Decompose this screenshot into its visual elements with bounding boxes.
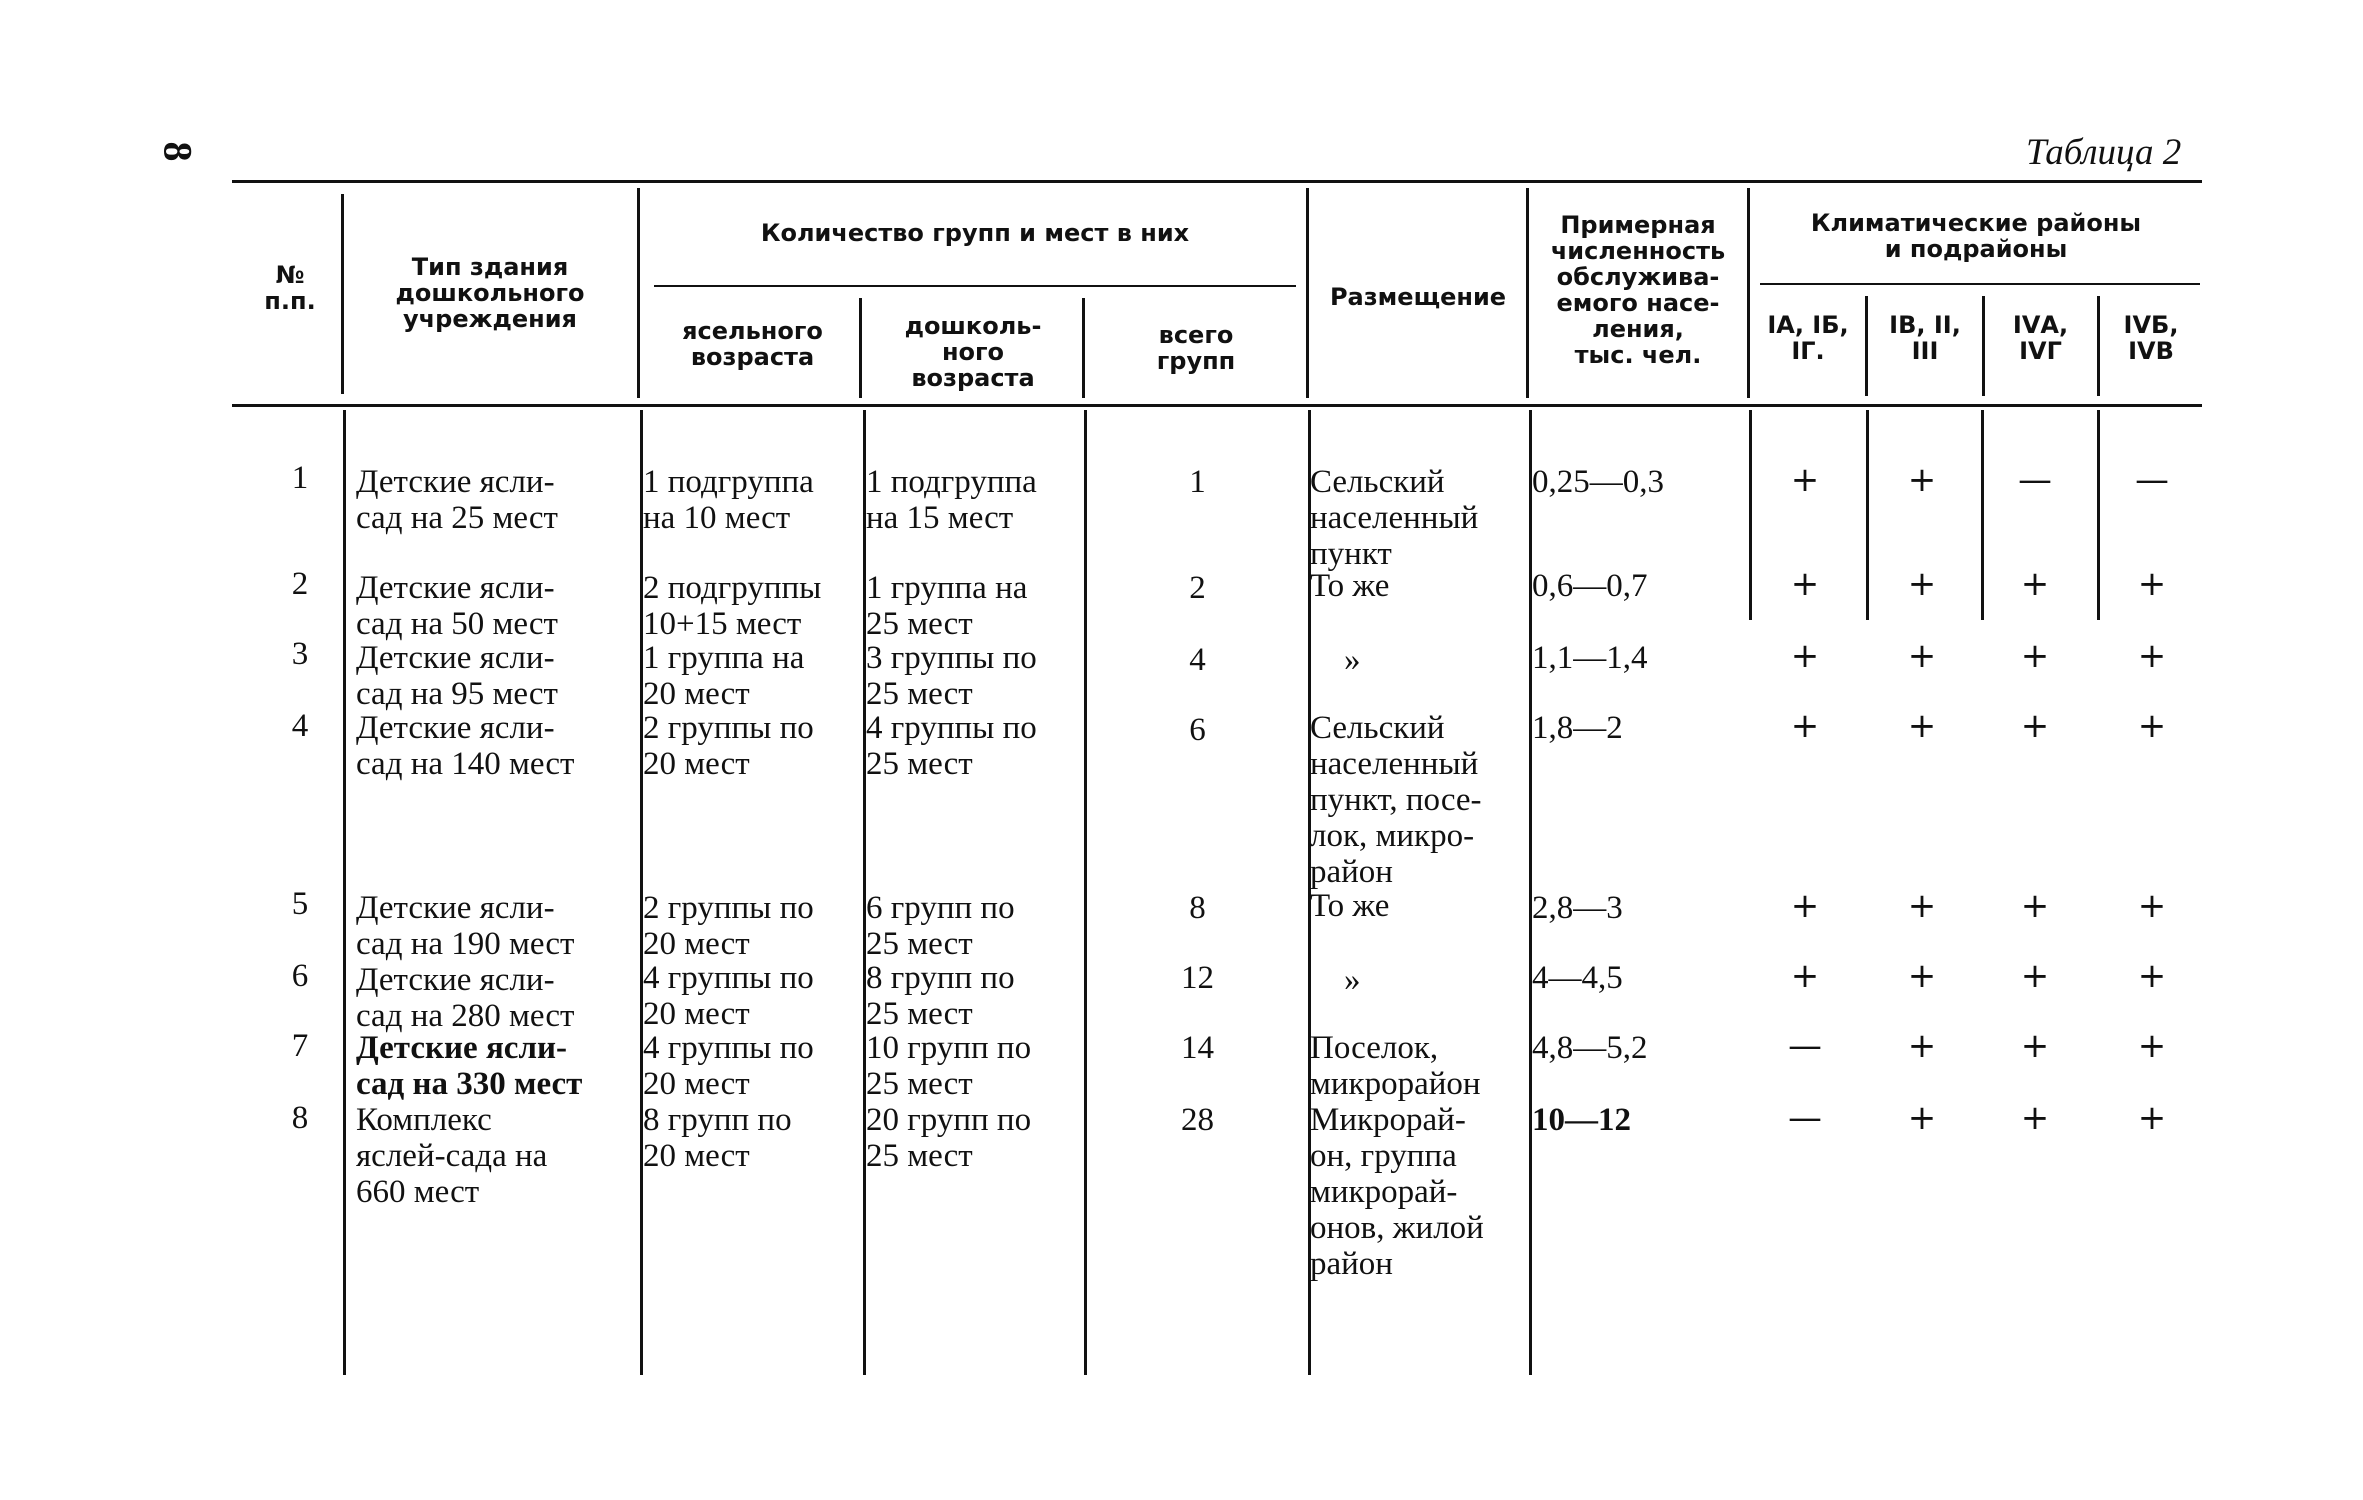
row-1-nursery-groups: 1 подгруппа на 10 мест <box>643 464 814 536</box>
header-placement: Размещение <box>1329 283 1507 311</box>
row-2-placement: То же <box>1310 568 1390 604</box>
row-6-number: 6 <box>291 958 309 994</box>
table-caption: Таблица 2 <box>2026 132 2182 173</box>
row-6-total-groups: 12 <box>1181 960 1214 996</box>
col-rule-1 <box>341 194 344 394</box>
row-1-number: 1 <box>291 460 309 496</box>
row-4-nursery-groups: 2 группы по 20 мест <box>643 710 814 782</box>
row-5-building-type: Детские ясли- сад на 190 мест <box>356 890 575 962</box>
header-zone-2: IВ, II, III <box>1889 311 1961 365</box>
row-8-total-groups: 28 <box>1181 1102 1214 1138</box>
row-7-number: 7 <box>291 1028 309 1064</box>
row-7-placement: Поселок, микрорайон <box>1310 1030 1481 1102</box>
row-7-zone-1: — <box>1788 1026 1822 1066</box>
row-6-building-type: Детские ясли- сад на 280 мест <box>356 962 575 1034</box>
row-5-zone-4: + <box>2137 886 2167 926</box>
row-2-total-groups: 2 <box>1189 570 1206 606</box>
row-3-placement: » <box>1344 642 1361 678</box>
row-8-zone-1: — <box>1788 1098 1822 1138</box>
row-3-building-type: Детские ясли- сад на 95 мест <box>356 640 558 712</box>
col-rule-2 <box>637 188 640 398</box>
row-3-zone-2: + <box>1907 636 1937 676</box>
row-4-building-type: Детские ясли- сад на 140 мест <box>356 710 575 782</box>
row-2-zone-4: + <box>2137 564 2167 604</box>
row-5-zone-1: + <box>1790 886 1820 926</box>
col-rule-5 <box>1306 188 1309 398</box>
row-1-zone-1: + <box>1790 460 1820 500</box>
row-7-zone-4: + <box>2137 1026 2167 1066</box>
row-4-preschool-groups: 4 группы по 25 мест <box>866 710 1037 782</box>
header-preschool-age: дошколь- ного возраста <box>904 312 1042 392</box>
row-2-population: 0,6—0,7 <box>1532 568 1648 604</box>
col-rule-6 <box>1526 188 1529 398</box>
row-7-population: 4,8—5,2 <box>1532 1030 1648 1066</box>
row-1-zone-2: + <box>1907 460 1937 500</box>
row-2-zone-2: + <box>1907 564 1937 604</box>
row-3-nursery-groups: 1 группа на 20 мест <box>643 640 805 712</box>
row-5-zone-3: + <box>2020 886 2050 926</box>
row-2-nursery-groups: 2 подгруппы 10+15 мест <box>643 570 822 642</box>
col-rule-3 <box>859 298 862 398</box>
page-number: 8 <box>155 141 201 162</box>
row-2-zone-1: + <box>1790 564 1820 604</box>
col-rule-4 <box>1082 298 1085 398</box>
row-1-total-groups: 1 <box>1189 464 1206 500</box>
row-3-number: 3 <box>291 636 309 672</box>
row-4-zone-3: + <box>2020 706 2050 746</box>
row-6-zone-2: + <box>1907 956 1937 996</box>
row-1-zone-3: — <box>2018 460 2052 500</box>
row-3-zone-3: + <box>2020 636 2050 676</box>
row-6-preschool-groups: 8 групп по 25 мест <box>866 960 1015 1032</box>
row-4-zone-1: + <box>1790 706 1820 746</box>
col-rule-7 <box>1747 188 1750 398</box>
row-5-preschool-groups: 6 групп по 25 мест <box>866 890 1015 962</box>
row-8-number: 8 <box>291 1100 309 1136</box>
row-5-total-groups: 8 <box>1189 890 1206 926</box>
row-1-preschool-groups: 1 подгруппа на 15 мест <box>866 464 1037 536</box>
row-8-zone-2: + <box>1907 1098 1937 1138</box>
row-2-number: 2 <box>291 566 309 602</box>
row-3-population: 1,1—1,4 <box>1532 640 1648 676</box>
row-8-placement: Микрорай- он, группа микрорай- онов, жилой район <box>1310 1102 1484 1282</box>
header-total-groups: всего групп <box>1156 321 1236 375</box>
row-1-population: 0,25—0,3 <box>1532 464 1664 500</box>
header-groups: Количество групп и мест в них <box>760 219 1190 247</box>
row-3-total-groups: 4 <box>1189 642 1206 678</box>
row-4-total-groups: 6 <box>1189 712 1206 748</box>
row-6-zone-3: + <box>2020 956 2050 996</box>
row-8-nursery-groups: 8 групп по 20 мест <box>643 1102 792 1174</box>
row-5-nursery-groups: 2 группы по 20 мест <box>643 890 814 962</box>
row-5-zone-2: + <box>1907 886 1937 926</box>
header-zone-1: IА, IБ, IГ. <box>1767 311 1849 365</box>
row-1-zone-4: — <box>2135 460 2169 500</box>
row-6-placement: » <box>1344 962 1361 998</box>
climate-subheader-rule <box>1760 283 2200 285</box>
row-8-building-type: Комплекс яслей-сада на 660 мест <box>356 1102 548 1210</box>
row-8-zone-4: + <box>2137 1098 2167 1138</box>
row-4-zone-2: + <box>1907 706 1937 746</box>
row-6-zone-1: + <box>1790 956 1820 996</box>
row-1-placement: Сельский населенный пункт <box>1310 464 1479 572</box>
row-4-placement: Сельский населенный пункт, посе- лок, микро- район <box>1310 710 1482 890</box>
table-top-rule <box>232 180 2202 183</box>
row-7-zone-2: + <box>1907 1026 1937 1066</box>
header-population: Примерная численность обслужива- емого насе- ления, тыс. чел. <box>1550 211 1726 369</box>
header-bottom-rule <box>232 404 2202 407</box>
row-3-zone-4: + <box>2137 636 2167 676</box>
row-7-total-groups: 14 <box>1181 1030 1214 1066</box>
header-no: № п.п. <box>264 261 316 315</box>
row-4-zone-4: + <box>2137 706 2167 746</box>
row-3-zone-1: + <box>1790 636 1820 676</box>
body-rule-1 <box>343 410 346 1375</box>
row-7-preschool-groups: 10 групп по 25 мест <box>866 1030 1032 1102</box>
row-8-preschool-groups: 20 групп по 25 мест <box>866 1102 1032 1174</box>
row-4-population: 1,8—2 <box>1532 710 1623 746</box>
header-climate-zones: Климатические районы и подрайоны <box>1810 209 2142 263</box>
row-5-placement: То же <box>1310 888 1390 924</box>
row-6-zone-4: + <box>2137 956 2167 996</box>
row-7-nursery-groups: 4 группы по 20 мест <box>643 1030 814 1102</box>
row-5-population: 2,8—3 <box>1532 890 1623 926</box>
header-nursery-age: ясельного возраста <box>682 317 823 371</box>
row-8-zone-3: + <box>2020 1098 2050 1138</box>
row-1-building-type: Детские ясли- сад на 25 мест <box>356 464 558 536</box>
header-zone-3: IVА, IVГ <box>2012 311 2069 365</box>
row-8-population: 10—12 <box>1532 1102 1631 1138</box>
row-7-building-type: Детские ясли- сад на 330 мест <box>356 1030 583 1102</box>
row-3-preschool-groups: 3 группы по 25 мест <box>866 640 1037 712</box>
row-4-number: 4 <box>291 708 309 744</box>
row-6-population: 4—4,5 <box>1532 960 1623 996</box>
header-building-type: Тип здания дошкольного учреждения <box>395 253 585 333</box>
header-zone-4: IVБ, IVВ <box>2123 311 2179 365</box>
row-6-nursery-groups: 4 группы по 20 мест <box>643 960 814 1032</box>
row-5-number: 5 <box>291 886 309 922</box>
row-2-building-type: Детские ясли- сад на 50 мест <box>356 570 558 642</box>
groups-subheader-rule <box>654 285 1296 287</box>
row-7-zone-3: + <box>2020 1026 2050 1066</box>
row-2-zone-3: + <box>2020 564 2050 604</box>
row-2-preschool-groups: 1 группа на 25 мест <box>866 570 1028 642</box>
